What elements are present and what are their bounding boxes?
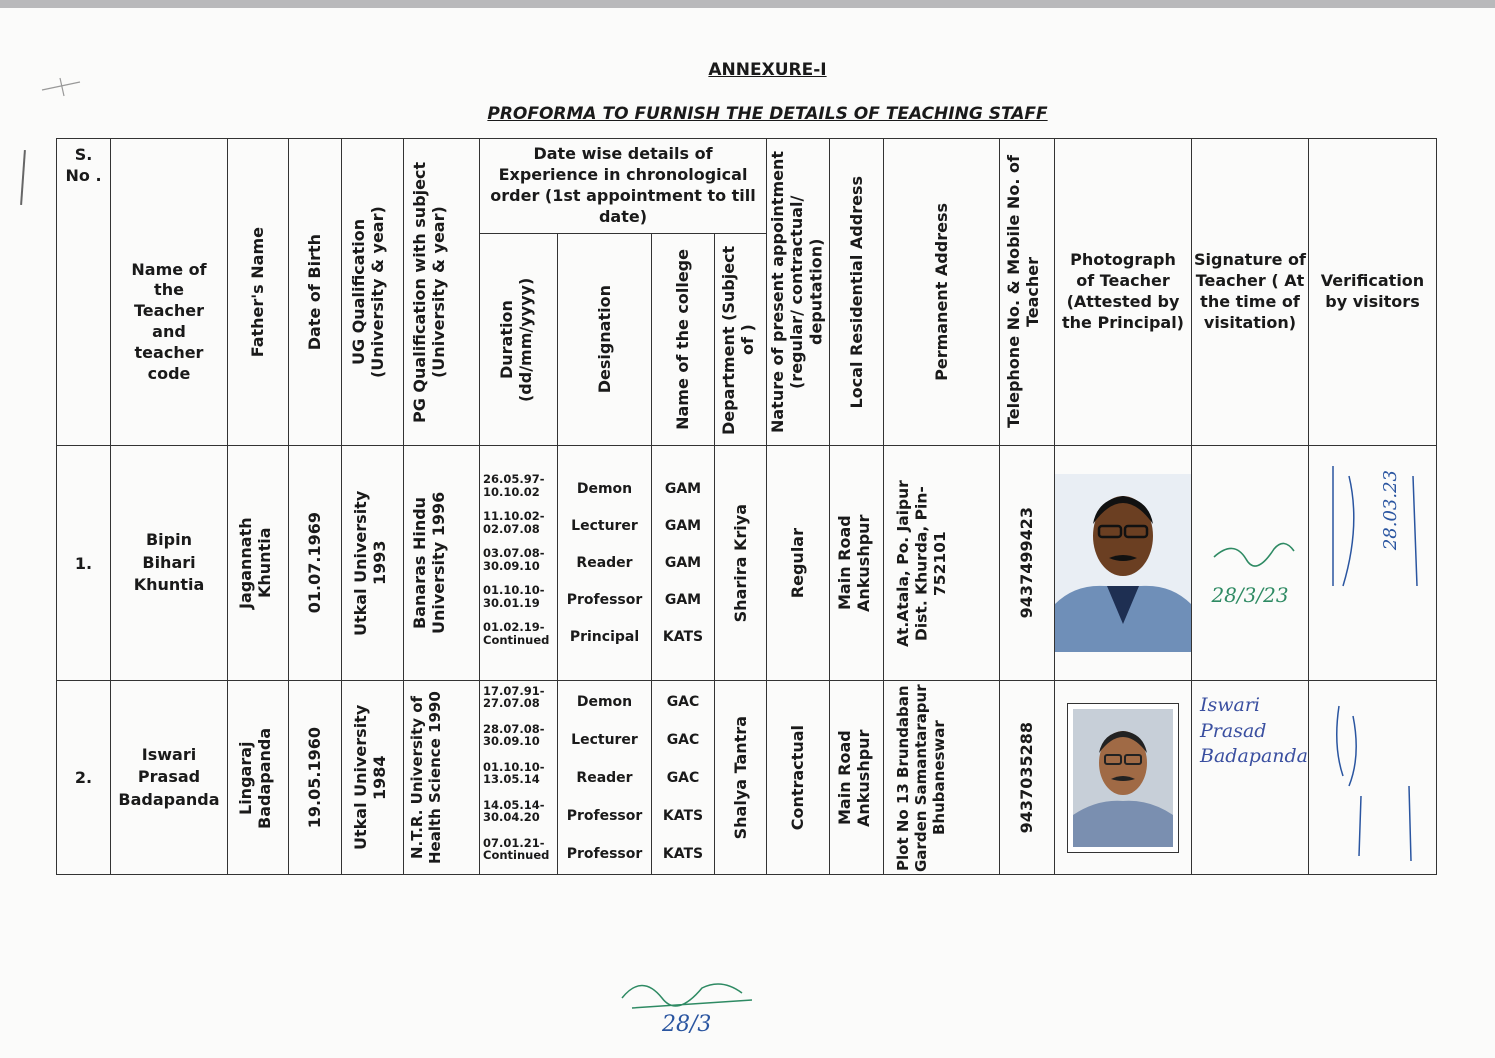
college-entry: GAC <box>666 731 700 748</box>
row-local: Main Road Ankushpur <box>830 681 884 875</box>
designation-entry: Lecturer <box>571 731 638 748</box>
col-duration-header: Duration (dd/mm/yyyy) <box>480 234 558 446</box>
college-entry: GAM <box>664 517 702 534</box>
row-nature: Contractual <box>767 681 830 875</box>
col-signature-header: Signature of Teacher ( At the time of visitation) <box>1192 139 1309 446</box>
row-department: Shalya Tantra <box>715 681 767 875</box>
annexure-title: ANNEXURE-I <box>708 60 827 80</box>
duration-entry: 11.10.02- 02.07.08 <box>483 509 545 536</box>
row-ug: Utkal University 1984 <box>342 681 404 875</box>
college-entry: GAC <box>666 693 700 710</box>
row-father: Jagannath Khuntia <box>228 446 289 681</box>
designation-entry: Professor <box>566 807 643 824</box>
row-designation <box>558 681 652 875</box>
col-name-header: Name of the Teacher and teacher code <box>111 139 228 446</box>
designation-entry: Reader <box>576 769 633 786</box>
col-experience-header: Date wise details of Experience in chronological order (1st appointment to till date) <box>480 139 767 234</box>
designation-entry: Professor <box>566 845 643 862</box>
duration-entry: 07.01.21- Continued <box>483 835 550 863</box>
col-designation-header: Designation <box>558 234 652 446</box>
col-local-header: Local Residential Address <box>830 139 884 446</box>
col-pg-header: PG Qualification with subject (University & year) <box>404 139 480 446</box>
row-father: Lingaraj Badapanda <box>228 681 289 875</box>
table-row <box>57 446 1437 681</box>
row-telephone: 9437035288 <box>1000 681 1055 875</box>
table-row <box>57 681 1437 875</box>
designation-entry: Reader <box>576 554 633 571</box>
col-permanent-header: Permanent Address <box>884 139 1000 446</box>
row-duration <box>480 446 558 681</box>
row-local: Main Road Ankushpur <box>830 446 884 681</box>
col-college-header: Name of the college <box>652 234 715 446</box>
teacher-photo <box>1067 703 1179 853</box>
col-verification-header: Verification by visitors <box>1309 139 1437 446</box>
visitor-verification-signature <box>1313 446 1433 596</box>
row-duration <box>480 681 558 875</box>
row-designation <box>558 446 652 681</box>
col-department-header: Department (Subject of ) <box>715 234 767 446</box>
designation-entry: Principal <box>569 628 640 645</box>
row-college <box>652 681 715 875</box>
row-permanent: Plot No 13 Brundaban Garden Samantarapur Bhubaneswar <box>884 681 1000 875</box>
duration-entry: 28.07.08- 30.09.10 <box>483 721 545 749</box>
designation-entry: Demon <box>576 693 633 710</box>
college-entry: GAM <box>664 554 702 571</box>
margin-mark <box>20 150 26 205</box>
college-entry: KATS <box>662 628 704 645</box>
designation-entry: Professor <box>566 591 643 608</box>
row-permanent: At.Atala, Po. Jaipur Dist. Khurda, Pin- 752101 <box>884 446 1000 681</box>
teacher-photo <box>1055 474 1191 652</box>
row-nature: Regular <box>767 446 830 681</box>
row-college <box>652 446 715 681</box>
college-entry: GAM <box>664 591 702 608</box>
duration-entry: 26.05.97- 10.10.02 <box>483 472 545 499</box>
proforma-title: PROFORMA TO FURNISH THE DETAILS OF TEACHING STAFF <box>487 104 1048 124</box>
footer-signature: 28/3 <box>612 968 762 1037</box>
row-name: Iswari Prasad Badapanda <box>111 681 228 875</box>
designation-entry: Lecturer <box>571 517 638 534</box>
college-entry: KATS <box>662 807 704 824</box>
row-photo <box>1055 681 1192 875</box>
scan-top-edge <box>0 0 1495 8</box>
row-pg: Banaras Hindu University 1996 <box>404 446 480 681</box>
col-sno-header: S. No . <box>57 139 111 446</box>
row-dob: 01.07.1969 <box>289 446 342 681</box>
row-telephone: 9437499423 <box>1000 446 1055 681</box>
row-name: Bipin Bihari Khuntia <box>111 446 228 681</box>
row-signature: 28/3/23 <box>1192 446 1309 681</box>
row-verification: 28.03.23 <box>1309 446 1437 681</box>
row-sno: 2. <box>57 681 111 875</box>
col-telephone-header: Telephone No. & Mobile No. of Teacher <box>1000 139 1055 446</box>
col-father-header: Father's Name <box>228 139 289 446</box>
row-ug: Utkal University 1993 <box>342 446 404 681</box>
row-signature: Iswari Prasad Badapanda <box>1192 681 1309 875</box>
row-verification <box>1309 681 1437 875</box>
col-nature-header: Nature of present appointment (regular/ contractual/ deputation) <box>767 139 830 446</box>
designation-entry: Demon <box>576 480 633 497</box>
duration-entry: 14.05.14- 30.04.20 <box>483 797 545 825</box>
duration-entry: 01.02.19- Continued <box>483 620 550 647</box>
row-pg: N.T.R. University of Health Science 1990 <box>404 681 480 875</box>
college-entry: GAM <box>664 480 702 497</box>
row-dob: 19.05.1960 <box>289 681 342 875</box>
duration-entry: 01.10.10- 30.01.19 <box>483 583 545 610</box>
row-photo <box>1055 446 1192 681</box>
col-ug-header: UG Qualification (University & year) <box>342 139 404 446</box>
row-department: Sharira Kriya <box>715 446 767 681</box>
teaching-staff-table <box>56 138 1437 875</box>
col-dob-header: Date of Birth <box>289 139 342 446</box>
duration-entry: 01.10.10- 13.05.14 <box>483 759 545 787</box>
col-photo-header: Photograph of Teacher (Attested by the Principal) <box>1055 139 1192 446</box>
duration-entry: 03.07.08- 30.09.10 <box>483 546 545 573</box>
row-sno: 1. <box>57 446 111 681</box>
duration-entry: 17.07.91- 27.07.08 <box>483 683 545 711</box>
college-entry: GAC <box>666 769 700 786</box>
college-entry: KATS <box>662 845 704 862</box>
visitor-verification-signature <box>1313 686 1433 866</box>
